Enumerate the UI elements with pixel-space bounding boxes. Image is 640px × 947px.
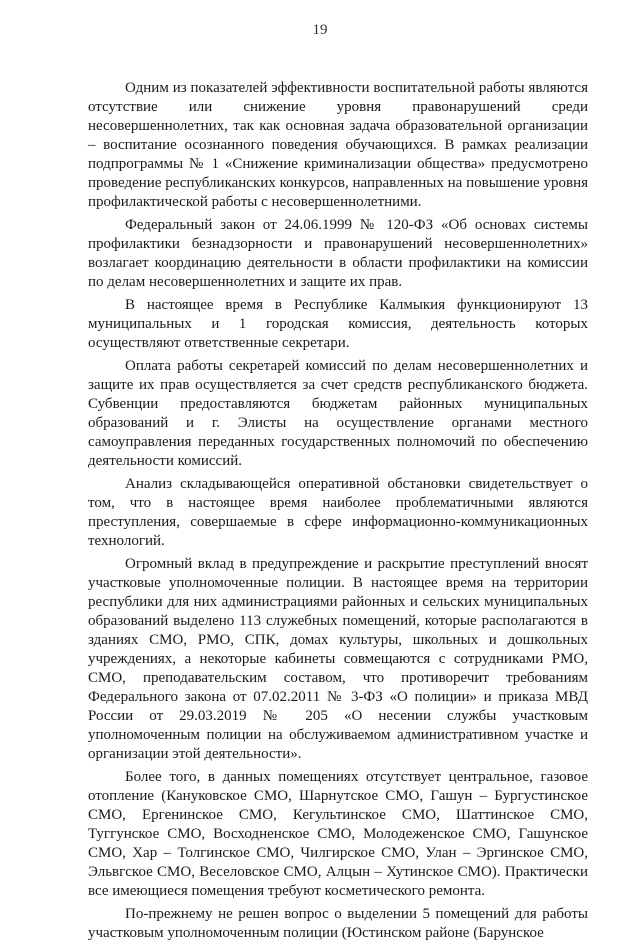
paragraph: По-прежнему не решен вопрос о выделении 5 помещений для работы участковым уполномоченным полиции (Юстинском районе (Барунское	[88, 906, 588, 941]
page-number: 19	[312, 22, 328, 38]
paragraph: Одним из показателей эффективности воспитательной работы являются отсутствие или снижение уровня правонарушений среди несовершеннолетних, так как основная задача образовательной организации – воспитание осознанного поведения обучающихся. В рамках реализации подпрограммы № 1 «Снижение криминализации общества» предусмотрено проведение республиканских конкурсов, направленных на повышение уровня профилактической работы с несовершеннолетними.	[88, 80, 588, 210]
paragraph: Федеральный закон от 24.06.1999 № 120-ФЗ «Об основах системы профилактики безнадзорности и правонарушений несовершеннолетних» возлагает координацию деятельности в области профилактики на комиссии по делам несовершеннолетних и защите их прав.	[88, 217, 588, 290]
paragraph: Более того, в данных помещениях отсутствует центральное, газовое отопление (Кануковское СМО, Шарнутское СМО, Гашун – Бургустинское СМО, Ергенинское СМО, Кегультинское СМО, Шаттинское СМО, Туггунское СМО, Восходненское СМО, Молодеженское СМО, Гашунское СМО, Хар – Толгинское СМО, Чилгирское СМО, Улан – Эргинское СМО, Эльвгское СМО, Веселовское СМО, Алцын – Хутинское СМО). Практически все имеющиеся помещения требуют косметического ремонта.	[88, 769, 588, 899]
paragraph: Оплата работы секретарей комиссий по делам несовершеннолетних и защите их прав осуществляется за счет средств республиканского бюджета. Субвенции предоставляются бюджетам районных муниципальных образований и г. Элисты на осуществление органами местного самоуправления переданных государственных полномочий по обеспечению деятельности комиссий.	[88, 358, 588, 469]
paragraph: Огромный вклад в предупреждение и раскрытие преступлений вносят участковые уполномоченные полиции. В настоящее время на территории республики для них администрациями районных и сельских муниципальных образований выделено 113 служебных помещений, которые располагаются в зданиях СМО, РМО, СПК, домах культуры, школьных и дошкольных учреждениях, а некоторые кабинеты совмещаются с сотрудниками РМО, СМО, преподавательским составом, что противоречит требованиям Федерального закона от 07.02.2011 № 3-ФЗ «О полиции» и приказа МВД России от 29.03.2019 № 205 «О несении службы участковым уполномоченным полиции на обслуживаемом административном участке и организации этой деятельности».	[88, 556, 588, 762]
paragraph: В настоящее время в Республике Калмыкия функционируют 13 муниципальных и 1 городская комиссия, деятельность которых осуществляют ответственные секретари.	[88, 297, 588, 351]
document-body	[88, 79, 588, 947]
paragraph: Анализ складывающейся оперативной обстановки свидетельствует о том, что в настоящее время наиболее проблематичными являются преступления, совершаемые в сфере информационно-коммуникационных технологий.	[88, 476, 588, 549]
